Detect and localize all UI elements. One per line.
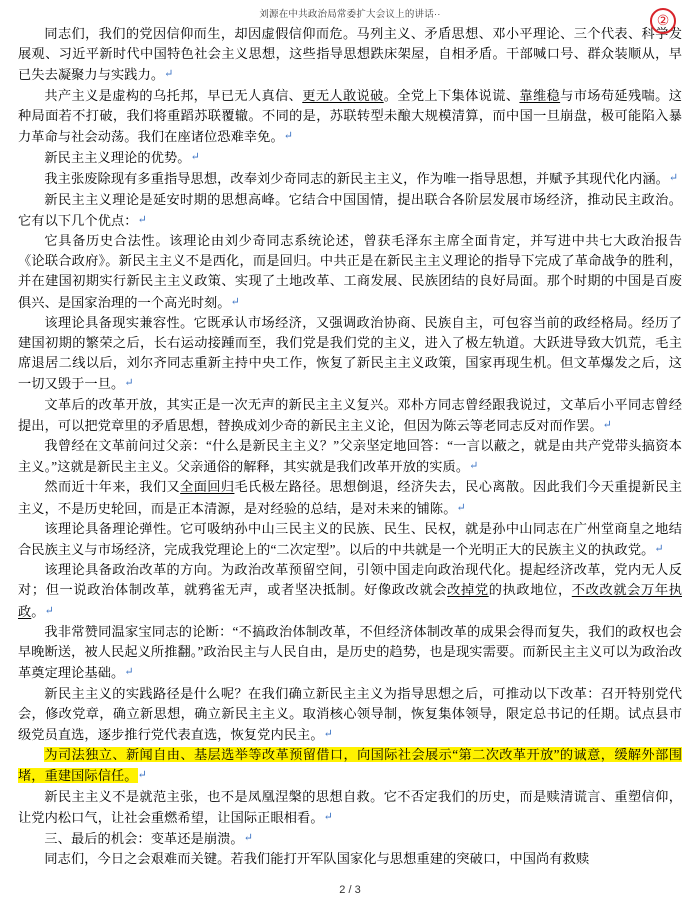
paragraph [18, 313, 682, 395]
text-run: 该理论具备政治改革的方向。为政治改革预留空间，引领中国走向政治现代化。提起经济改革，党内无人反对；但一说政治体制改革，就鸦雀无声，或者坚决抵制。好像政改就会 [18, 562, 682, 598]
paragraph [18, 828, 682, 849]
paragraph-mark-icon: ↵ [164, 68, 174, 81]
paragraph [18, 787, 682, 828]
page-header: 刘源在中共政治局常委扩大会议上的讲话·· [259, 9, 441, 20]
underlined-text: 改掉党 [447, 582, 489, 598]
text-run: 新民主主义不是就范主张，也不是凤凰涅槃的思想自救。它不否定我们的历史，而是赎清谎言、重塑信仰，让党内松口气，让社会重燃希望，让国际正眼相看。 [18, 788, 682, 825]
text-run: 它具备历史合法性。该理论由刘少奇同志系统论述，曾获毛泽东主席全面肯定，并写进中共七大政治报告《论联合政府》。新民主主义不是西化，而是回归。中共正是在新民主主义理论的指导下完成了革命战争的胜利，并在建国初期实行新民主主义政策、实现了土地改革、工商发展、民族团结的良好局面。那个时期的中国是百废俱兴、是国家治理的一个高光时刻。 [18, 233, 682, 310]
paragraph [18, 395, 682, 436]
text-run: 该理论具备现实兼容性。它既承认市场经济，又强调政治协商、民族自主，可包容当前的政经格局。经历了建国初期的繁荣之后，长右运动接踵而至，我们党是我们党的主义，进入了极左轨道。大跃进导致大饥荒，毛主席退居二线以后，刘尔齐同志重新主持中央工作，恢复了新民主主义政策，国家再现生机。但文革爆发之后，这一切又毁于一旦。 [18, 314, 682, 392]
paragraph-mark-icon: ↵ [283, 130, 294, 143]
text-run: 同志们，今日之会艰难而关键。若我们能打开军队国家化与思想重建的突破口，中国尚有救赎 [44, 851, 590, 867]
paragraph [18, 168, 682, 189]
paragraph-mark-icon: ↵ [602, 418, 612, 431]
paragraph [18, 622, 682, 684]
paragraph [18, 190, 682, 231]
paragraph-mark-icon: ↵ [124, 666, 134, 679]
paragraph-mark-icon: ↵ [137, 769, 147, 782]
paragraph [18, 86, 682, 148]
text-run: 新民主主义理论是延安时期的思想高峰。它结合中国国情，提出联合各阶层发展市场经济，推动民主政治。它有以下几个优点： [18, 191, 682, 228]
paragraph [18, 560, 682, 622]
paragraph-mark-icon: ↵ [44, 604, 54, 617]
page-footer: 2 / 3 [339, 884, 361, 896]
paragraph-mark-icon: ↵ [243, 831, 254, 844]
text-run: 。全党上下集体说谎、 [383, 87, 520, 103]
paragraph-mark-icon: ↵ [456, 501, 466, 514]
paragraph [18, 745, 682, 786]
text-run: 与市场苟延残喘。这种局面若不打破，我们将重蹈苏联覆辙。不同的是，苏联转型未酿大规模清算，而中国一旦崩盘，极可能陷入暴力革命与社会动荡。我们在座诸位恐难幸免。 [18, 87, 682, 145]
paragraph [18, 24, 682, 86]
paragraph-mark-icon: ↵ [124, 377, 134, 390]
underlined-text: 不改改就会万年执政 [18, 582, 682, 619]
paragraph-mark-icon: ↵ [469, 460, 479, 473]
paragraph [18, 477, 682, 518]
paragraph-mark-icon: ↵ [668, 172, 679, 185]
paragraph-mark-icon: ↵ [230, 295, 240, 308]
paragraph-mark-icon: ↵ [190, 151, 200, 164]
text-run: 新民主主义的实践路径是什么呢？在我们确立新民主主义为指导思想之后，可推动以下改革：召开特别党代会，修改党章，确立新思想，确立新民主主义。取消核心领导制，恢复集体领导，限定总书记的任期。试点县市级党员直选，逐步推行党代表直选，恢复党内民主。 [18, 685, 682, 742]
text-run: 三、最后的机会：变革还是崩溃。 [44, 830, 244, 846]
paragraph-mark-icon: ↵ [323, 810, 333, 823]
paragraph [18, 849, 682, 869]
text-run: 同志们，我们的党因信仰而生，却因虚假信仰而危。马列主义、矛盾思想、邓小平理论、三个代表、科学发展观、习近平新时代中国特色社会主义思想，这些指导思想跌床架屋，自相矛盾。干部喊口号、群众装顺从，早已失去凝聚力与实践力。 [18, 26, 682, 83]
text-run: 我曾经在文革前问过父亲：“什么是新民主主义？”父亲坚定地回答：“一言以蔽之，就是由共产党带头搞资本主义。”这就是新民主主义。父亲通俗的解释，其实就是我们改革开放的实质。 [18, 438, 682, 475]
paragraph [18, 147, 682, 168]
paragraph-mark-icon: ↵ [323, 727, 333, 740]
annotation-circle-number: ② [650, 8, 676, 34]
text-run: 我非常赞同温家宝同志的论断：“不搞政治体制改革，不但经济体制改革的成果会得而复失，我们的政权也会早晚断送，被人民起义所推翻。”政治民主与人民自由，是历史的趋势，也是现实需要。而新民主主义可以为政治改革奠定理论基础。 [18, 623, 682, 681]
paragraph-mark-icon: ↵ [654, 543, 664, 556]
text-run: 然而近十年来，我们又 [44, 479, 181, 495]
paragraph [18, 436, 682, 477]
paragraph [18, 519, 682, 560]
text-run: 新民主主义理论的优势。 [44, 150, 191, 166]
text-run: 文革后的改革开放，其实正是一次无声的新民主主义复兴。邓朴方同志曾经跟我说过，文革后小平同志曾经提出，可以把党章里的矛盾思想，替换成刘少奇的新民主主义论，但因为陈云等老同志反对而作罢。 [18, 396, 682, 433]
underlined-text: 靠维稳 [519, 87, 561, 103]
underlined-text: 全面回归 [180, 479, 235, 495]
underlined-text: 更无人敢说破 [302, 87, 384, 103]
highlighted-text: 为司法独立、新闻自由、基层选举等改革预留借口，向国际社会展示“第二次改革开放”的诚意，缓解外部围堵，重建国际信任。 [18, 747, 682, 784]
text-run: 。 [31, 603, 45, 619]
paragraph [18, 684, 682, 746]
paragraph [18, 231, 682, 313]
document-body [18, 24, 682, 869]
text-run: 的执政地位， [488, 582, 572, 598]
text-run: 毛氏极左路径。思想倒退，经济失去，民心离散。因此我们今天重提新民主主义，不是历史轮回，而是正本清源，是对经验的总结，是对未来的铺陈。 [18, 479, 683, 516]
text-run: 我主张废除现有多重指导思想，改奉刘少奇同志的新民主主义，作为唯一指导思想，并赋予其现代化内涵。 [44, 171, 669, 187]
paragraph-mark-icon: ↵ [137, 213, 147, 226]
text-run: 共产主义是虚构的乌托邦，早已无人真信、 [44, 87, 303, 103]
text-run: 该理论具备理论弹性。它可吸纳孙中山三民主义的民族、民生、民权，就是孙中山同志在广州堂商皇之地结合民族主义与市场经济，完成我党理论上的“二次定型”。以后的中共就是一个光明正大的民族主义的执政党。 [18, 520, 682, 558]
